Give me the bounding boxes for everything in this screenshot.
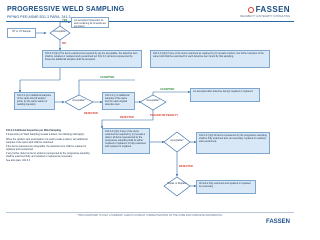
connector-down-left [20, 68, 60, 92]
notes-panel [6, 130, 90, 165]
decision-label-1: Acceptable? [53, 30, 67, 33]
label-no-1: NO [62, 42, 66, 45]
page-subtitle: PIPING PER ASME B31.3 PARA. 341.3 [7, 15, 71, 19]
label-yes-1: YES [62, 19, 68, 22]
decision-label-2: Acceptable? [72, 99, 86, 102]
box-mid-b: 341.3.4 (c)(1) If any of the items examined as required by (c) reveals a defect, all items represented by the progressive sampling shall be either repaired or replaced, or fully examined and repaired or replaced. [102, 128, 150, 154]
decision-label-3: Acceptable? [146, 99, 160, 102]
footer-logo: FASSEN [265, 219, 290, 225]
brand-tagline: RELIABILITY & INTEGRITY CONSULTING [240, 15, 290, 18]
notes-body-2: When the random spot examination of a weld reveals a defect, two additional samples of the same kind shall be examined. [6, 137, 88, 144]
label-rejected-2: REJECTED [120, 116, 134, 119]
footer-divider [6, 212, 294, 213]
label-rejected-3: REJECTED [179, 165, 193, 168]
notes-heading: 341.3.4 Additional Inspection per Weld Sampling [6, 129, 61, 132]
box-left-a: 341.3.4 (a) 2 additional samples of the same kind (if welded joints, by the same welder or welding operator). [14, 92, 55, 110]
label-repair-penalty: TRACER OR PENALTY [150, 114, 179, 117]
box-right-b: 341.3.4 (c)(2) All items represented by the progressive sampling shall be fully examined and, as necessary, repaired or replaced and reexamined. [196, 132, 270, 154]
box-accept-lot: Lot accepted (Inspection lot and remaining lot of welds are accepted) [71, 17, 109, 28]
box-step1: 341.3.4 (b)(1) The items examined as required by (a) are acceptable, the defective item shall be repaired or replaced and reexamined per 341.3.3; all items represented by these two additional samples shall be accepted. [42, 50, 142, 68]
footer-disclaimer: THIS FLOWCHART IS ONLY A SUMMARY. ALWAYS CONSULT CURRENT EDITION OF THE CODE FOR COMPLETE INFORMATION. [77, 214, 223, 217]
connector-d3-down [102, 110, 153, 128]
notes-body-5: See also para. 341.3.3. [6, 159, 31, 163]
brand-logo-text: FASSEN [255, 5, 290, 14]
label-accepted-2: ACCEPTED [160, 88, 175, 91]
label-accepted-1: ACCEPTED [100, 76, 115, 79]
decision-label-4: Acceptable? [170, 139, 184, 142]
page-title: PROGRESSIVE WELD SAMPLING [7, 6, 125, 13]
notes-body-3: If the items examined are acceptable, the defective item shall be repaired or replaced and reexamined. [6, 144, 87, 151]
box-right-a: Lot accepted after defective item(s) repaired or replaced. [190, 88, 260, 102]
box-right-c: All items fully examined and repaired or replaced as necessary. [196, 180, 256, 194]
box-mid-a: 341.3.4 (c) 2 additional samples of the same kind for each original defective item. [102, 92, 135, 110]
notes-body-1: If Inspection per Weld Sampling reveals a defect, the following shall apply: [6, 133, 85, 137]
decision-label-repair: Repair or Replace [167, 182, 187, 185]
connector-d3-righta [153, 92, 190, 95]
notes-body-4: If any further defect is found, all items represented by the progressive sampling shall be examined fully, and repaired or replaced as necessary. [6, 152, 90, 158]
decision-diamond-repair [164, 177, 190, 196]
box-step2: 341.3.4 (b)(2) If any of the items examined as required by (b) reveals a defect, two further samples of the same kind shall be examined for each defective item found by that sampling. [150, 50, 270, 68]
start-box: RT or UT Sample [7, 28, 36, 38]
connector-d1-accept [60, 22, 70, 26]
label-rejected-1: REJECTED [84, 112, 98, 115]
